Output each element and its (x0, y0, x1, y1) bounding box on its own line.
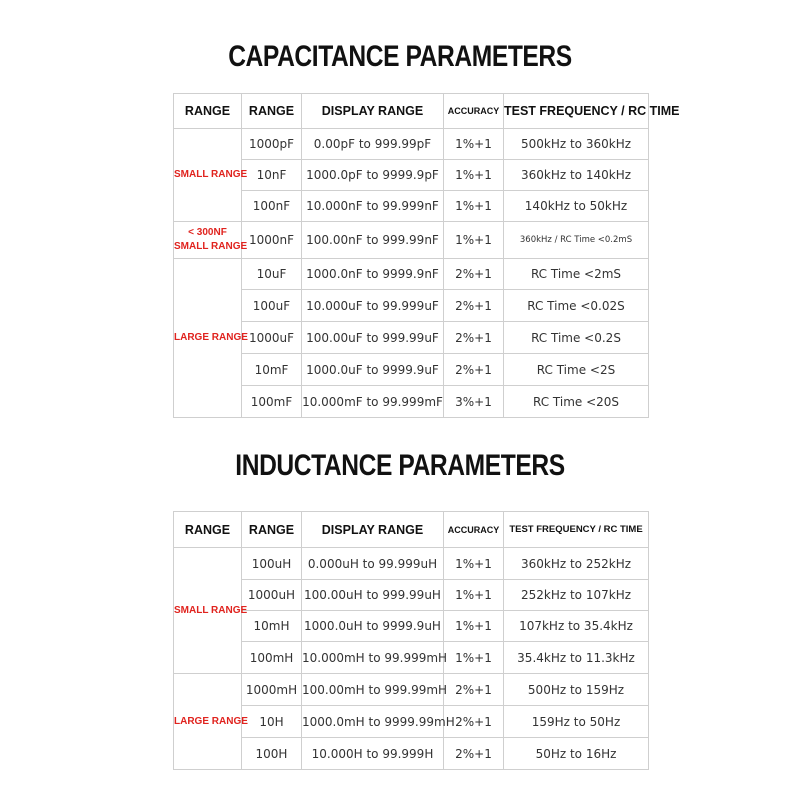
cell-frequency: 360kHz to 252kHz (504, 548, 649, 580)
cell-accuracy: 2%+1 (444, 354, 504, 386)
cell-display: 10.000mH to 99.999mH (302, 642, 444, 674)
cell-frequency: RC Time <2mS (504, 259, 649, 290)
cell-range: 1000uF (242, 322, 302, 354)
cell-range: 100nF (242, 191, 302, 222)
cell-range: 10H (242, 706, 302, 738)
cell-frequency: RC Time <20S (504, 386, 649, 418)
cell-display: 100.00nF to 999.99nF (302, 222, 444, 259)
cell-range: 100uF (242, 290, 302, 322)
cell-display: 10.000nF to 99.999nF (302, 191, 444, 222)
capacitance-table (173, 93, 680, 418)
table-row (174, 548, 649, 580)
cell-display: 100.00uF to 999.99uF (302, 322, 444, 354)
cell-display: 100.00uH to 999.99uH (302, 580, 444, 611)
cell-display: 0.00pF to 999.99pF (302, 129, 444, 160)
table-row (174, 738, 649, 770)
group-label-small-range: SMALL RANGE (174, 129, 242, 222)
cell-range: 10mH (242, 611, 302, 642)
cell-frequency: 140kHz to 50kHz (504, 191, 649, 222)
cell-display: 10.000uF to 99.999uF (302, 290, 444, 322)
header-range-group: RANGE (174, 512, 242, 548)
cell-frequency: 159Hz to 50Hz (504, 706, 649, 738)
cell-frequency: 35.4kHz to 11.3kHz (504, 642, 649, 674)
cell-accuracy: 1%+1 (444, 611, 504, 642)
header-range: RANGE (242, 94, 302, 129)
cell-range: 100mF (242, 386, 302, 418)
capacitance-header-row (174, 94, 649, 129)
cell-frequency: RC Time <0.02S (504, 290, 649, 322)
header-display-range: DISPLAY RANGE (302, 94, 444, 129)
header-range-group: RANGE (174, 94, 242, 129)
cell-range: 10uF (242, 259, 302, 290)
cell-frequency: 500Hz to 159Hz (504, 674, 649, 706)
cell-display: 1000.0uH to 9999.9uH (302, 611, 444, 642)
cell-frequency: 360kHz / RC Time <0.2mS (504, 222, 649, 259)
table-row (174, 259, 649, 290)
cell-display: 10.000mF to 99.999mF (302, 386, 444, 418)
table-row (174, 354, 649, 386)
cell-accuracy: 2%+1 (444, 706, 504, 738)
cell-accuracy: 2%+1 (444, 290, 504, 322)
inductance-title: INDUCTANCE PARAMETERS (235, 449, 565, 482)
header-accuracy: ACCURACY (444, 512, 504, 548)
group-label-large-range: LARGE RANGE (174, 259, 242, 418)
cell-frequency: RC Time <0.2S (504, 322, 649, 354)
inductance-header-row (174, 512, 649, 548)
header-test-frequency: TEST FREQUENCY / RC TIME (504, 512, 649, 548)
cell-range: 100mH (242, 642, 302, 674)
group-label-under-300nf (174, 222, 248, 259)
cell-display: 1000.0pF to 9999.9pF (302, 160, 444, 191)
cell-display: 100.00mH to 999.99mH (302, 674, 444, 706)
cell-range: 100H (242, 738, 302, 770)
cell-range: 100uH (242, 548, 302, 580)
cell-display: 0.000uH to 99.999uH (302, 548, 444, 580)
cell-frequency: 252kHz to 107kHz (504, 580, 649, 611)
header-range: RANGE (242, 512, 302, 548)
cell-frequency: 50Hz to 16Hz (504, 738, 649, 770)
cell-range: 1000pF (242, 129, 302, 160)
table-row (174, 129, 649, 160)
cell-range: 10nF (242, 160, 302, 191)
cell-range: 1000nF (242, 222, 302, 259)
cell-accuracy: 1%+1 (444, 129, 504, 160)
cell-display: 10.000H to 99.999H (302, 738, 444, 770)
table-row (174, 674, 649, 706)
header-test-frequency: TEST FREQUENCY / RC TIME (504, 94, 649, 129)
inductance-table (173, 511, 649, 770)
cell-display: 1000.0mH to 9999.99mH (302, 706, 444, 738)
cell-range: 1000mH (242, 674, 302, 706)
cell-accuracy: 2%+1 (444, 674, 504, 706)
header-accuracy: ACCURACY (444, 94, 504, 129)
cell-accuracy: 2%+1 (444, 322, 504, 354)
cell-frequency: 500kHz to 360kHz (504, 129, 649, 160)
table-row (174, 222, 649, 259)
cell-accuracy: 1%+1 (444, 191, 504, 222)
cell-accuracy: 1%+1 (444, 222, 504, 259)
cell-frequency: 360kHz to 140kHz (504, 160, 649, 191)
cell-accuracy: 3%+1 (444, 386, 504, 418)
group-label-small-range: SMALL RANGE (174, 548, 242, 674)
table-row (174, 642, 649, 674)
group-label-large-range: LARGE RANGE (174, 674, 242, 770)
cell-accuracy: 1%+1 (444, 548, 504, 580)
table-row (174, 290, 649, 322)
cell-range: 10mF (242, 354, 302, 386)
cell-display: 1000.0nF to 9999.9nF (302, 259, 444, 290)
cell-accuracy: 2%+1 (444, 259, 504, 290)
cell-accuracy: 1%+1 (444, 580, 504, 611)
group-label-line-2: SMALL RANGE (174, 241, 248, 252)
cell-accuracy: 2%+1 (444, 738, 504, 770)
table-row (174, 386, 649, 418)
header-display-range: DISPLAY RANGE (302, 512, 444, 548)
capacitance-title: CAPACITANCE PARAMETERS (228, 40, 572, 73)
cell-frequency: RC Time <2S (504, 354, 649, 386)
table-row (174, 191, 649, 222)
cell-display: 1000.0uF to 9999.9uF (302, 354, 444, 386)
cell-frequency: 107kHz to 35.4kHz (504, 611, 649, 642)
cell-accuracy: 1%+1 (444, 160, 504, 191)
group-label-line-1: < 300NF (188, 227, 227, 238)
cell-range: 1000uH (242, 580, 302, 611)
cell-accuracy: 1%+1 (444, 642, 504, 674)
